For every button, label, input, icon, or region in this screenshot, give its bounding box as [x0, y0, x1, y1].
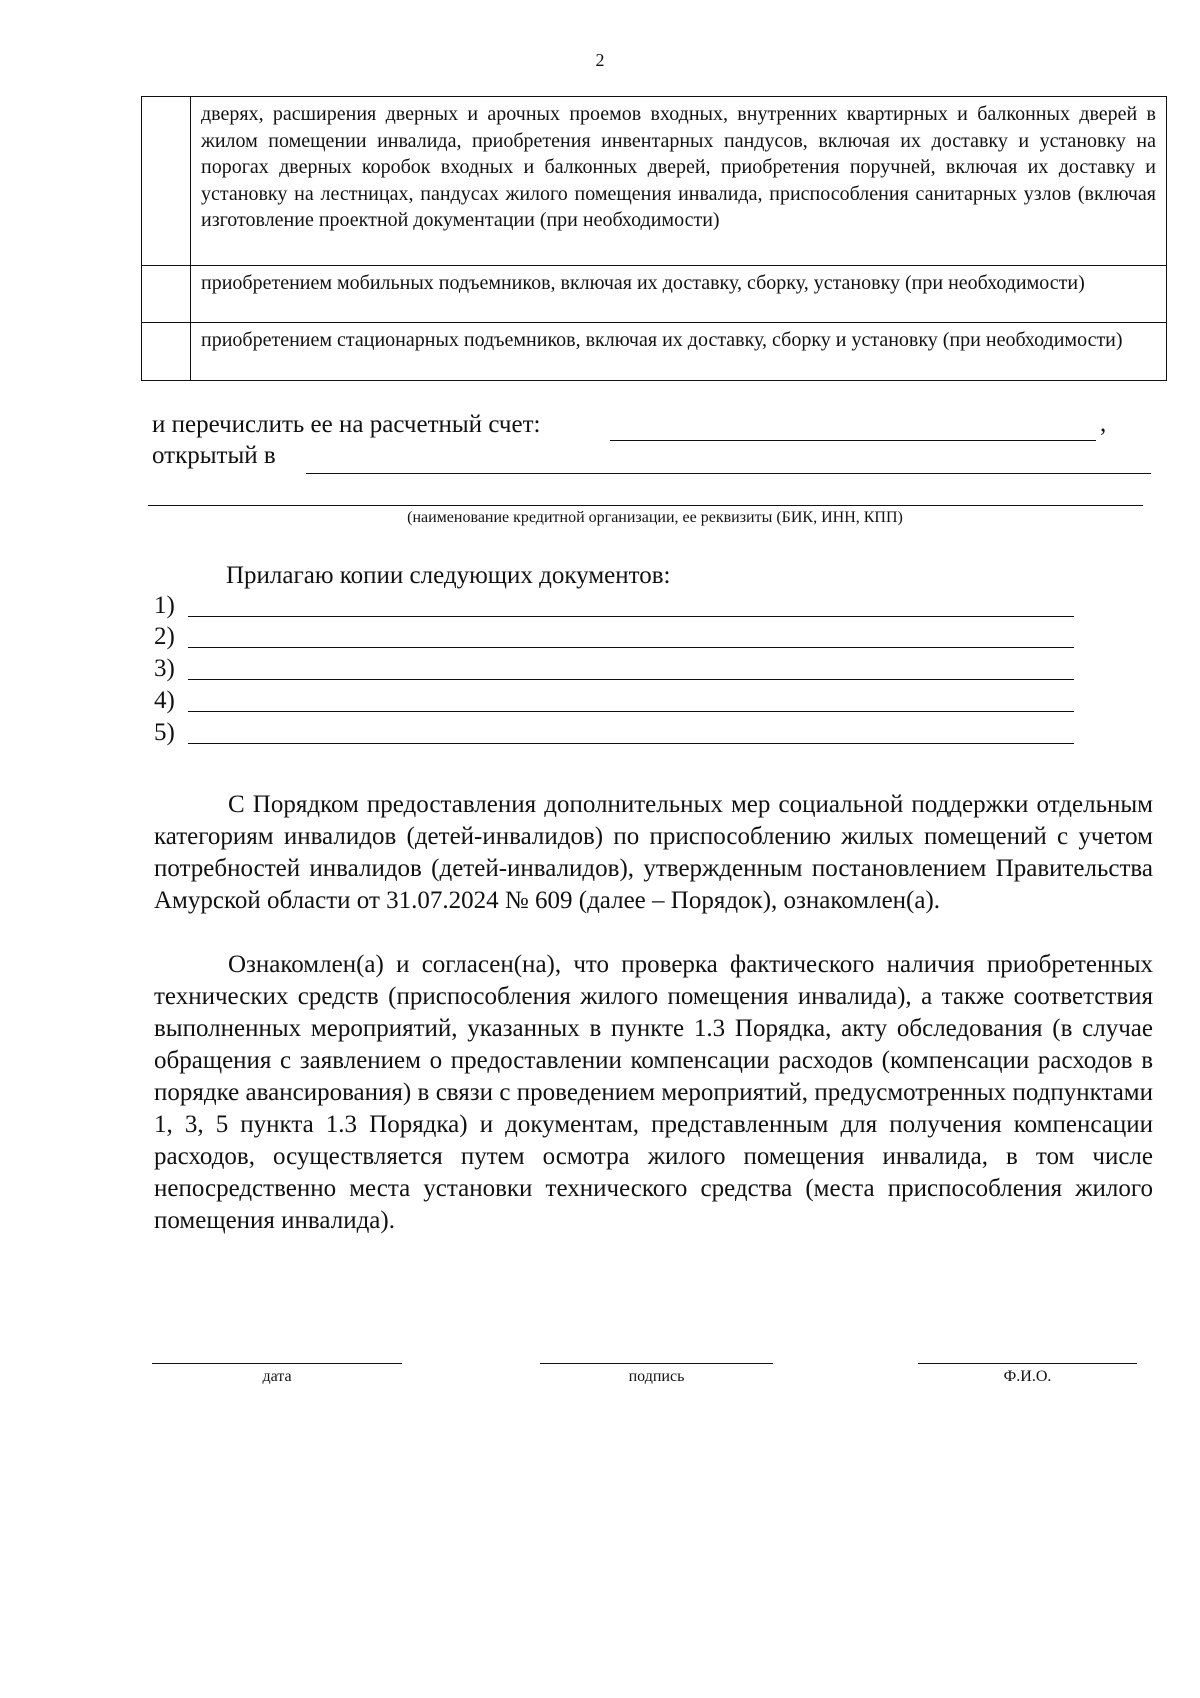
attachment-number: 2): [154, 623, 175, 650]
attachment-field[interactable]: [188, 679, 1074, 680]
attachment-field[interactable]: [188, 743, 1074, 744]
attachment-field[interactable]: [188, 711, 1074, 712]
attachment-item: [154, 622, 1074, 652]
option-text: приобретением стационарных подъемников, включая их доставку, сборку и установку (при необходимости): [191, 323, 1167, 381]
signature-label: подпись: [628, 1368, 685, 1385]
opened-in-label: открытый в: [152, 442, 276, 469]
attachment-field[interactable]: [188, 616, 1074, 617]
options-row: [142, 266, 1167, 323]
options-row: [142, 323, 1167, 381]
consent-paragraph: Ознакомлен(а) и согласен(на), что проверка фактического наличия приобретенных технических средств (приспособления жилого помещения инвалида), а также соответствия выполненных мероприятий, указанных в пункте 1.3 Порядка, акту обследования (в случае обращения с заявлением о предоставлении компенсации расходов (компенсации расходов в порядке авансирования) в связи с проведением мероприятий, предусмотренных подпунктами 1, 3, 5 пункта 1.3 Порядка) и документам, представленным для получения компенсации расходов, осуществляется путем осмотра жилого помещения инвалида, в том числе непосредственно места установки технического средства (места приспособления жилого помещения инвалида).: [154, 951, 1153, 1234]
full-name-label: Ф.И.О.: [1003, 1368, 1052, 1385]
attachment-field[interactable]: [188, 647, 1074, 648]
option-text: приобретением мобильных подъемников, включая их доставку, сборку, установку (при необходимости): [191, 266, 1167, 323]
bank-details-caption: (наименование кредитной организации, ее реквизиты (БИК, ИНН, КПП): [407, 509, 903, 526]
attachment-item: [154, 654, 1074, 684]
options-table: [141, 96, 1167, 381]
attachment-item: [154, 686, 1074, 716]
attachment-number: 5): [154, 719, 175, 746]
date-label: дата: [262, 1368, 292, 1385]
attachments-heading: Прилагаю копии следующих документов:: [226, 562, 671, 589]
option-checkbox[interactable]: [142, 323, 191, 381]
bank-details-field[interactable]: [148, 505, 1143, 506]
attachment-item: [154, 718, 1074, 748]
signature-field[interactable]: [540, 1363, 773, 1364]
account-number-field[interactable]: [610, 440, 1096, 441]
account-label: и перечислить ее на расчетный счет:: [152, 411, 541, 438]
bank-name-field[interactable]: [306, 473, 1151, 474]
acknowledgement-paragraph: С Порядком предоставления дополнительных мер социальной поддержки отдельным категориям инвалидов (детей-инвалидов) по приспособлению жилых помещений с учетом потребностей инвалидов (детей-инвалидов), утвержденным постановлением Правительства Амурской области от 31.07.2024 № 609 (далее – Порядок), ознакомлен(а).: [154, 791, 1153, 914]
date-field[interactable]: [152, 1363, 402, 1364]
options-row: [142, 97, 1167, 266]
page-number: 2: [595, 50, 605, 70]
attachment-item: [154, 591, 1074, 621]
attachment-number: 3): [154, 655, 175, 682]
attachment-number: 4): [154, 687, 175, 714]
account-comma: ,: [1100, 410, 1107, 437]
option-checkbox[interactable]: [142, 97, 191, 266]
option-text: дверях, расширения дверных и арочных проемов входных, внутренних квартирных и балконных дверей в жилом помещении инвалида, приобретения инвентарных пандусов, включая их доставку и установку на порогах дверных коробок входных и балконных дверей, приобретения поручней, включая их доставку и установку на лестницах, пандусах жилого помещения инвалида, приспособления санитарных узлов (включая изготовление проектной документации (при необходимости): [191, 97, 1167, 266]
option-checkbox[interactable]: [142, 266, 191, 323]
full-name-field[interactable]: [918, 1363, 1137, 1364]
attachment-number: 1): [154, 592, 175, 619]
